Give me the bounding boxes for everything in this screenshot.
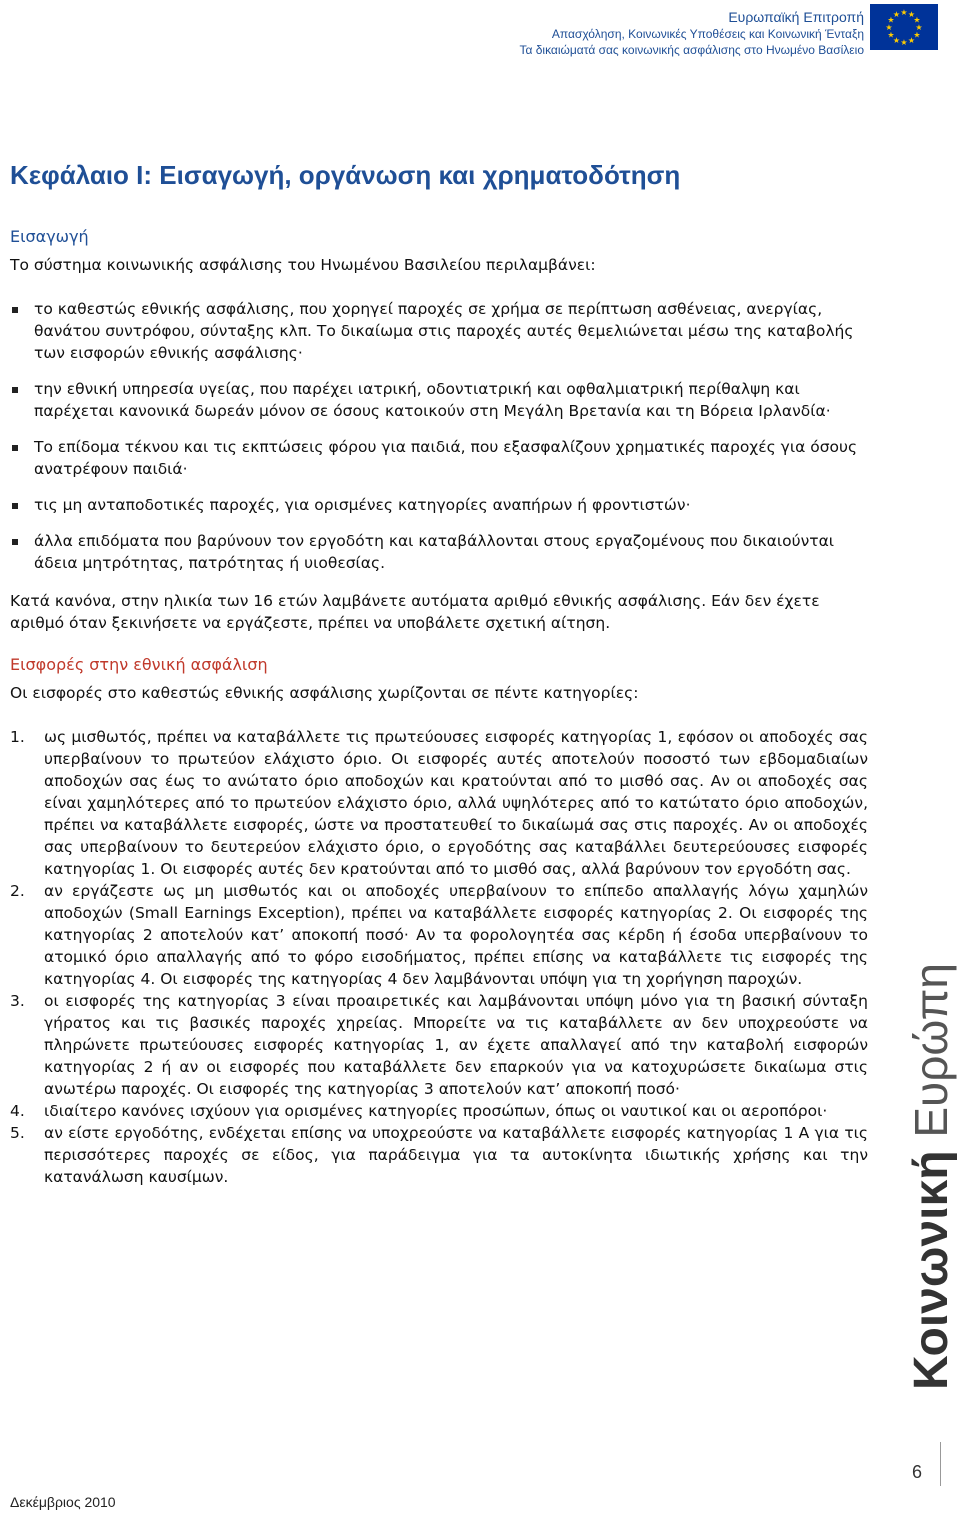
section-heading-intro: Εισαγωγή xyxy=(10,227,89,246)
header-line3: Τα δικαιώματά σας κοινωνικής ασφάλισης στο Ηνωμένο Βασίλειο xyxy=(519,43,864,57)
main-content xyxy=(10,226,868,1188)
bullet-square-icon xyxy=(12,445,18,451)
list-item-text: το καθεστώς εθνικής ασφάλισης, που χορηγεί παροχές σε χρήμα σε περίπτωση ασθένειας, ανεργίας, θανάτου συντρόφου, σύνταξης κλπ. Το δικαίωμα στις παροχές αυτές θεμελιώνεται μέσω της καταβολής των εισφορών εθνικής ασφάλισης· xyxy=(34,300,854,362)
star-icon: ★ xyxy=(907,35,916,45)
eu-flag-icon xyxy=(870,4,938,50)
item-text: οι εισφορές της κατηγορίας 3 είναι προαιρετικές και λαμβάνονται υπόψη μόνο για τη βασική σύνταξη γήρατος και τις βασικές παροχές χηρείας. Μπορείτε να τις καταβάλλετε αν δεν υποχρεούστε να πληρώνετε πρωτεύουσες εισφορές κατηγορίας 1, αν έχετε απαλλαγεί από την καταβολή εισφορών κατηγορίας 2 ή αν οι εισφορές που καταβάλλετε δεν επαρκούν για να κατοχυρώσετε δικαίωμα στις ανωτέρω παροχές. Οι εισφορές της κατηγορίας 3 αποτελούν κατ’ αποκοπή ποσό· xyxy=(44,992,868,1098)
intro-lead: Το σύστημα κοινωνικής ασφάλισης του Ηνωμένου Βασιλείου περιλαμβάνει: xyxy=(10,256,596,274)
page-rule xyxy=(940,1442,941,1486)
contributions-lead: Οι εισφορές στο καθεστώς εθνικής ασφάλισης χωρίζονται σε πέντε κατηγορίες: xyxy=(10,684,639,702)
list-item xyxy=(10,530,868,574)
item-text: αν είστε εργοδότης, ενδέχεται επίσης να υποχρεούστε να καταβάλλετε εισφορές κατηγορίας 1 Α για τις περισσότερες παροχές σε είδος, για παράδειγμα για τα αυτοκίνητα ιδιωτικής χρήσης και την κατανάλωση καυσίμων. xyxy=(44,1124,868,1186)
item-text: ως μισθωτός, πρέπει να καταβάλλετε τις πρωτεύουσες εισφορές κατηγορίας 1, εφόσον οι αποδοχές σας υπερβαίνουν το πρωτεύον ελάχιστο όριο. Οι εισφορές αυτές αποτελούν ποσοστό των εβδομαδιαίων αποδοχών σας έως το ανώτατο όριο αποδοχών και κρατούνται από το μισθό σας. Αν οι αποδοχές σας είναι χαμηλότερες από το πρωτεύον ελάχιστο όριο, αλλά υψηλότερες από το κατώτατο όριο αποδοχών, πρέπει να καταβάλλετε εισφορές, ώστε να προστατευθεί το δικαίωμά σας στις παροχές. Αν οι αποδοχές σας υπερβαίνουν το δευτερεύον ελάχιστο όριο, ο εργοδότης σας καταβάλλει δευτερεύουσες εισφορές κατηγορίας 1. Οι εισφορές αυτές δεν κρατούνται από το μισθό σας, αλλά βαρύνουν τον εργοδότη σας. xyxy=(44,728,868,878)
item-number: 1. xyxy=(10,728,25,746)
side-logo xyxy=(904,963,959,1390)
list-item-text: άλλα επιδόματα που βαρύνουν τον εργοδότη και καταβάλλονται στους εργαζομένους που δικαιούνται άδεια μητρότητας, πατρότητας ή υιοθεσίας. xyxy=(34,532,835,572)
list-item xyxy=(10,378,868,422)
star-icon: ★ xyxy=(892,35,901,45)
header xyxy=(519,8,864,58)
numbered-item xyxy=(10,1100,868,1122)
list-item xyxy=(10,298,868,364)
numbered-item xyxy=(10,726,868,880)
header-line2: Απασχόληση, Κοινωνικές Υποθέσεις και Κοινωνική Ένταξη xyxy=(551,27,864,41)
item-number: 5. xyxy=(10,1124,25,1142)
star-icon: ★ xyxy=(900,8,908,17)
star-icon: ★ xyxy=(887,30,895,40)
bullet-square-icon xyxy=(12,387,18,393)
star-icon: ★ xyxy=(907,10,916,20)
star-icon: ★ xyxy=(915,23,923,32)
bullet-square-icon xyxy=(12,307,18,313)
bullet-square-icon xyxy=(12,503,18,509)
list-item-text: τις μη ανταποδοτικές παροχές, για ορισμένες κατηγορίες αναπήρων ή φροντιστών· xyxy=(34,496,691,514)
bullet-list xyxy=(10,298,868,574)
star-icon: ★ xyxy=(913,15,921,25)
list-item-text: Το επίδομα τέκνου και τις εκπτώσεις φόρου για παιδιά, που εξασφαλίζουν χρηματικές παροχές για όσους ανατρέφουν παιδιά· xyxy=(34,438,858,478)
star-icon: ★ xyxy=(900,38,908,47)
chapter-title: Κεφάλαιο I: Εισαγωγή, οργάνωση και χρηματοδότηση xyxy=(10,160,681,190)
list-item-text: την εθνική υπηρεσία υγείας, που παρέχει ιατρική, οδοντιατρική και οφθαλμιατρική περίθαλψη και παρέχεται κανονικά δωρεάν μόνον σε όσους κατοικούν στη Μεγάλη Βρετανία και τη Βόρεια Ιρλανδία· xyxy=(34,380,831,420)
star-icon: ★ xyxy=(887,15,895,25)
header-org: Ευρωπαϊκή Επιτροπή xyxy=(728,9,864,25)
item-number: 4. xyxy=(10,1102,25,1120)
bullet-square-icon xyxy=(12,539,18,545)
section-heading-contributions: Εισφορές στην εθνική ασφάλιση xyxy=(10,655,268,674)
item-text: ιδιαίτερο κανόνες ισχύουν για ορισμένες κατηγορίες προσώπων, όπως οι ναυτικοί και οι αεροπόροι· xyxy=(44,1102,828,1120)
side-logo-light: Ευρώπη xyxy=(905,963,957,1151)
numbered-item xyxy=(10,1122,868,1188)
numbered-item xyxy=(10,990,868,1100)
item-number: 2. xyxy=(10,882,25,900)
list-item xyxy=(10,494,868,516)
list-item xyxy=(10,436,868,480)
footer-date: Δεκέμβριος 2010 xyxy=(10,1494,116,1510)
star-icon: ★ xyxy=(913,30,921,40)
side-logo-bold: Κοινωνική xyxy=(905,1150,958,1390)
star-icon: ★ xyxy=(892,10,901,20)
numbered-list xyxy=(10,726,868,1188)
star-icon: ★ xyxy=(885,23,893,32)
item-number: 3. xyxy=(10,992,25,1010)
item-text: αν εργάζεστε ως μη μισθωτός και οι αποδοχές υπερβαίνουν το επίπεδο απαλλαγής λόγω χαμηλών αποδοχών (Small Earnings Exception), πρέπει να καταβάλλετε εισφορές κατηγορίας 2. Οι εισφορές της κατηγορίας 2 αποτελούν κατ’ αποκοπή ποσό· Αν τα φορολογητέα σας κέρδη ή έσοδα υπερβαίνουν το ατομικό όριο απαλλαγής από το φόρο εισοδήματος, πρέπει επίσης να καταβάλλετε τις εισφορές της κατηγορίας 4. Οι εισφορές της κατηγορίας 4 δεν λαμβάνονται υπόψη για τη χορήγηση παροχών. xyxy=(44,882,868,988)
intro-closing: Κατά κανόνα, στην ηλικία των 16 ετών λαμβάνετε αυτόματα αριθμό εθνικής ασφάλισης. Εάν δεν έχετε αριθμό όταν ξεκινήσετε να εργάζεστε, πρέπει να υποβάλετε σχετική αίτηση. xyxy=(10,592,820,632)
page-number: 6 xyxy=(912,1462,923,1482)
numbered-item xyxy=(10,880,868,990)
